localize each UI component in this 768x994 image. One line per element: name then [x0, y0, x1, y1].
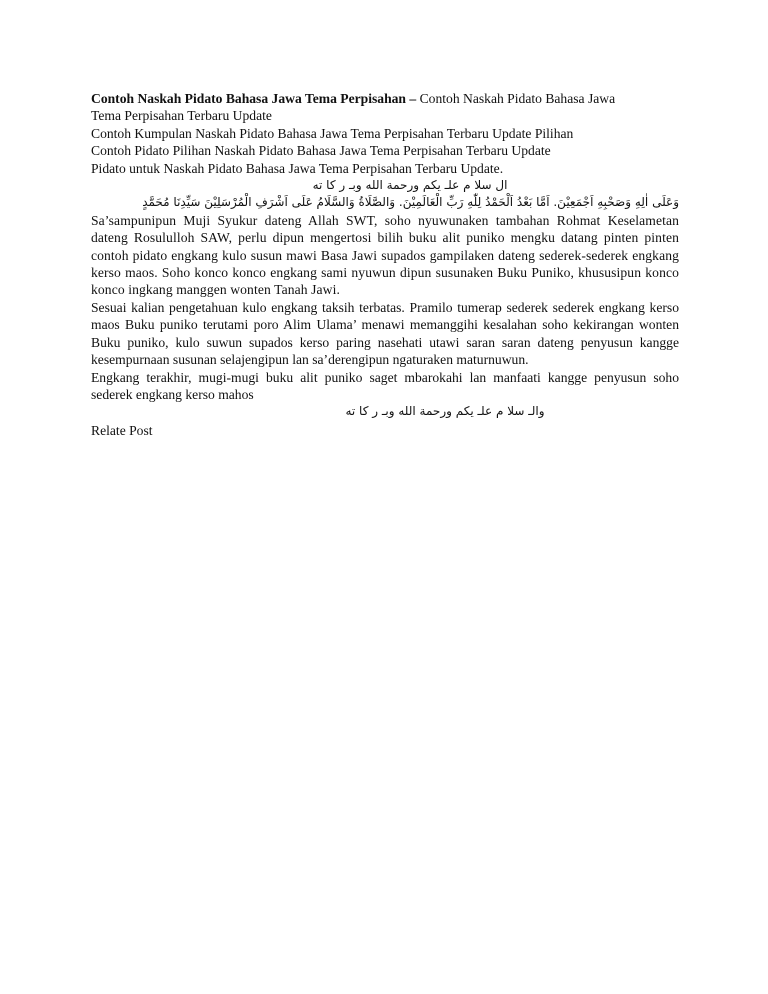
arabic-closing: والـ سلا م علـ يكم ورحمة الله وبـ ر كا ته: [345, 404, 545, 419]
intro-block: [91, 90, 679, 177]
arabic-greeting: ال سلا م علـ يكم ورحمة الله وبـ ر كا ته: [312, 178, 508, 193]
paragraph-2: Sesuai kalian pengetahuan kulo engkang taksih terbatas. Pramilo tumerap sederek sederek engkang kerso maos Buku puniko terutami poro Alim Ulama’ menawi memanggihi kesalahan soho kekirangan wonten Buku puniko, kulo suwun supados kerso paring nasehati utawi saran saran dateng penyusun kangge kesempurnaan susunan selajengipun lan sa’derengipun ngaturaken maturnuwun.: [91, 299, 679, 368]
body-paragraphs: [91, 212, 679, 403]
document-body: [91, 90, 679, 439]
paragraph-1: Sa’sampunipun Muji Syukur dateng Allah SWT, soho nyuwunaken tambahan Rohmat Keselametan dateng Rosululloh SAW, perlu dipun mengertosi bilih buku alit puniko mengku datang pinten pinten contoh pidato engkang kulo susun mawi Basa Jawi supados gampilaken dateng sederek-sederek engkang kerso maos. Soho konco konco engkang sami nyuwun dipun susunaken Buku Puniko, khususipun konco konco ingkang manggen wonten Tanah Jawi.: [91, 212, 679, 298]
intro-line-1: [91, 90, 679, 107]
intro-line-5: Pidato untuk Naskah Pidato Bahasa Jawa Tema Perpisahan Terbaru Update.: [91, 160, 504, 176]
intro-line-4: Contoh Pidato Pilihan Naskah Pidato Bahasa Jawa Tema Perpisahan Terbaru Update: [91, 143, 551, 159]
intro-line-3: Contoh Kumpulan Naskah Pidato Bahasa Jawa Tema Perpisahan Terbaru Update Pilihan: [91, 125, 574, 141]
intro-title: Contoh Naskah Pidato Bahasa Jawa Tema Perpisahan –: [91, 91, 417, 106]
paragraph-3: Engkang terakhir, mugi-mugi buku alit puniko saget mbarokahi lan manfaati kangge penyusun soho sederek engkang kerso mahos: [91, 369, 679, 402]
intro-line-1-rest: Contoh Naskah Pidato Bahasa Jawa: [416, 91, 616, 106]
arabic-opening: وَعَلَى اٰلِهِ وَصَحْبِهِ اَجْمَعِيْنَ. اَمَّا بَعْدُ اَلْحَمْدُ لِلّٰهِ رَبِّ الْعَالَمِيْنَ. وَالصَّلَاةُ وَالسَّلَامُ عَلَى اَشْرَفِ الْمُرْسَلِيْنَ سَيِّدِنَا مُحَمَّدٍ: [142, 195, 679, 210]
intro-line-2: Tema Perpisahan Terbaru Update: [91, 108, 272, 124]
relate-post-label: Relate Post: [91, 422, 153, 438]
